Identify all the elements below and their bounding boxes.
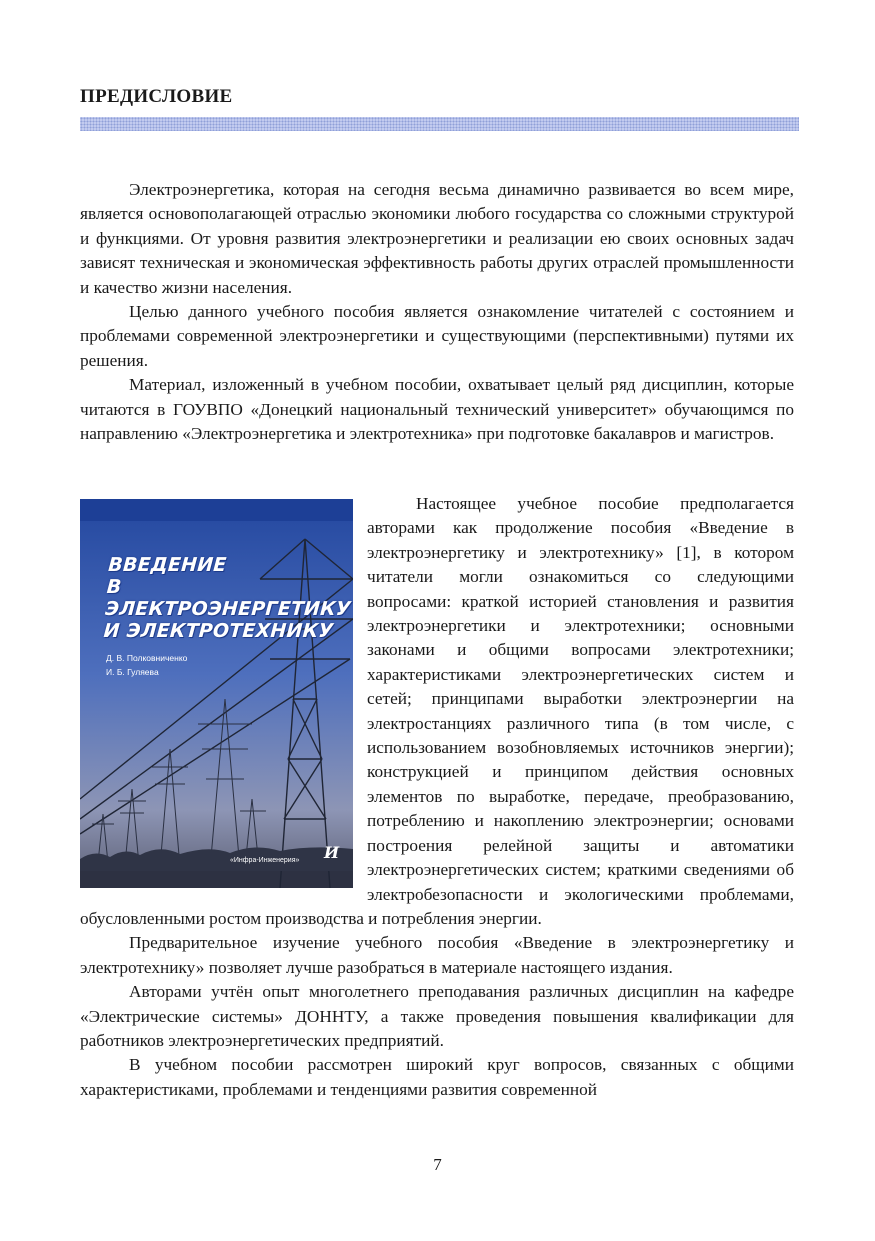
paragraph-6: Авторами учтён опыт многолетнего преподавания различных дисциплин на кафедре «Электрические системы» ДОННТУ, а также проведения повышения квалификации для работников электроэнергетических предприятий. — [80, 982, 794, 1050]
paragraph-2: Целью данного учебного пособия является ознакомление читателей с состоянием и проблемами современной электроэнергетики и существующими (перспективными) путями их решения. — [80, 302, 794, 370]
cover-title-line-2: В ЭЛЕКТРОЭНЕРГЕТИКУ — [104, 576, 352, 620]
heading-rule — [80, 117, 799, 131]
publisher-logo-icon: И — [324, 843, 340, 862]
book-cover-image — [80, 499, 353, 888]
body-text-with-figure — [80, 492, 794, 1102]
paragraph-1: Электроэнергетика, которая на сегодня весьма динамично развивается во всем мире, является основополагающей отраслью экономики любого государства со сложными структурой и функциями. От уровня развития электроэнергетики и реализации ею своих основных задач зависят техническая и экономическая эффективность работы других отраслей промышленности и качество жизни населения. — [80, 180, 794, 297]
cover-title — [103, 554, 353, 642]
body-text-top — [80, 178, 794, 446]
cover-title-line-1: ВВЕДЕНИЕ — [107, 554, 228, 576]
cover-author-1: Д. В. Полковниченко — [106, 653, 188, 663]
cover-authors — [106, 651, 187, 679]
paragraph-5: Предварительное изучение учебного пособия «Введение в электроэнергетику и электротехнику» позволяет лучше разобраться в материале настоящего издания. — [80, 933, 794, 977]
cover-publisher: «Инфра-Инженерия» — [230, 857, 300, 864]
paragraph-7: В учебном пособии рассмотрен широкий круг вопросов, связанных с общими характеристиками, проблемами и тенденциями развития современной — [80, 1055, 794, 1099]
page-heading: ПРЕДИСЛОВИЕ — [80, 86, 233, 107]
cover-title-line-3: И ЭЛЕКТРОТЕХНИКУ — [102, 620, 335, 642]
page-number: 7 — [433, 1155, 442, 1174]
paragraph-3: Материал, изложенный в учебном пособии, охватывает целый ряд дисциплин, которые читаются в ГОУВПО «Донецкий национальный технический университет» обучающимся по направлению «Электроэнергетика и электротехника» при подготовке бакалавров и магистров. — [80, 375, 794, 444]
paragraph-4-wrapped: Настоящее учебное пособие предполагается авторами как продолжение пособия «Введение в электроэнергетику и электротехнику» [1], в котором читатели могли ознакомиться со следующими вопросами: краткой историей становления и развития электроэнергетики и электротехники; основными законами и общими вопросами электротехники; характеристиками электроэнергетических систем и сетей; принципами выработки электроэнергии на электростанциях различного типа (в том числе, с использованием возобновляемых источников энергии); конструкцией и принципом действия основных элементов по выработке, передаче, преобразованию, потреблению и накоплению электроэнергии; основами построения релейной защиты и автоматики электроэнергетических систем; краткими сведениями об электробезопасности и экологическими проблемами, обусловленными ростом производства и потребления энергии. — [80, 494, 794, 928]
cover-author-2: И. Б. Гуляева — [106, 667, 159, 677]
